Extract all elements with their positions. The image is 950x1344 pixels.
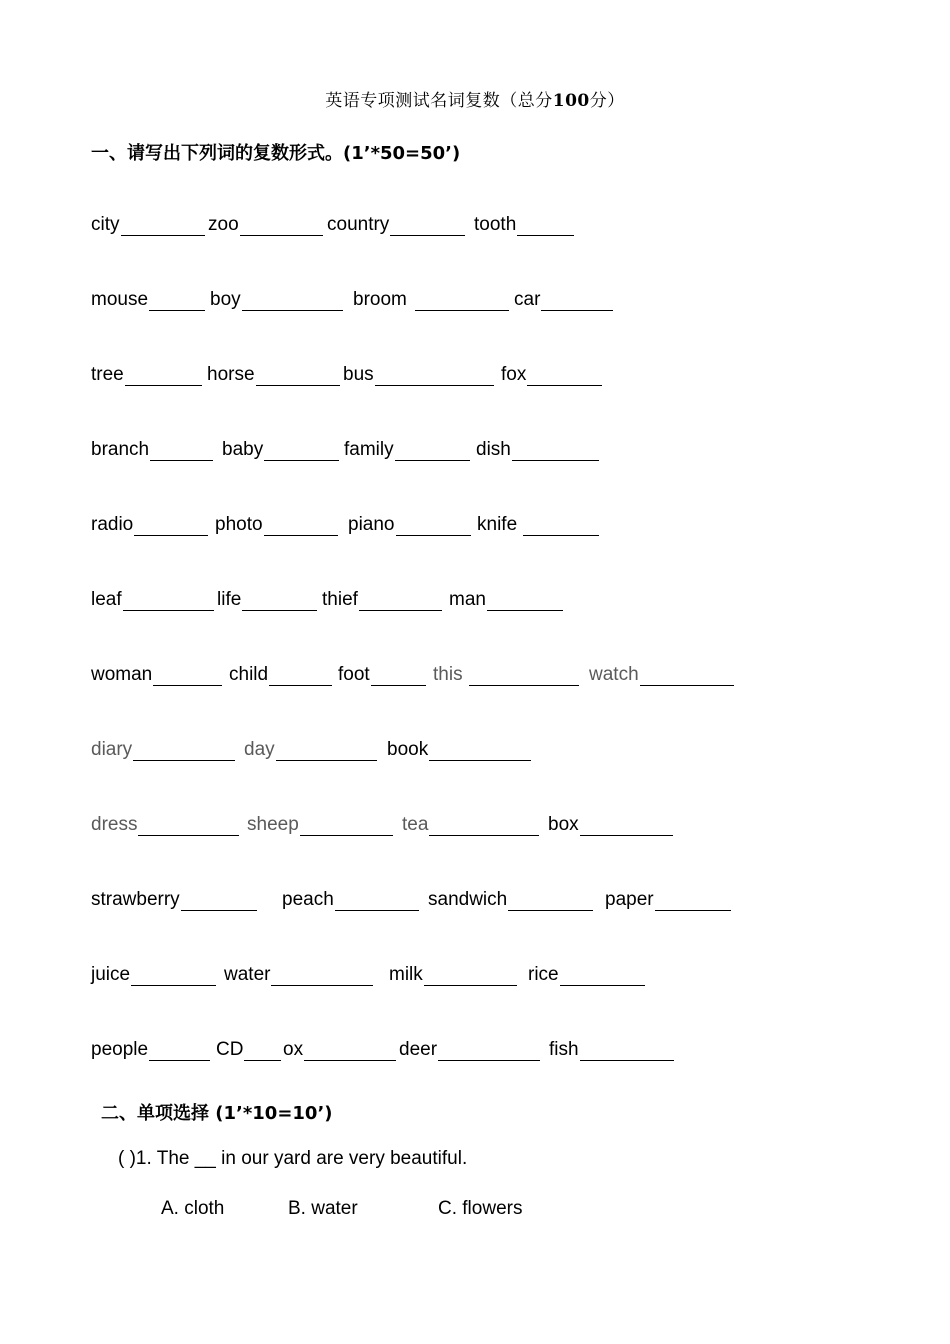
answer-blank[interactable] xyxy=(487,608,563,611)
answer-blank[interactable] xyxy=(256,383,340,386)
word-item xyxy=(548,811,673,839)
answer-blank[interactable] xyxy=(264,533,338,536)
word-item xyxy=(343,361,494,389)
word-label: photo xyxy=(215,514,263,535)
word-item xyxy=(476,436,599,464)
option-a[interactable]: A. cloth xyxy=(161,1198,225,1219)
word-label: zoo xyxy=(208,214,239,235)
word-item xyxy=(589,661,734,689)
word-item xyxy=(91,436,213,464)
word-item xyxy=(474,211,574,239)
word-label: paper xyxy=(605,889,654,910)
word-item xyxy=(229,661,332,689)
answer-blank[interactable] xyxy=(429,833,539,836)
word-item xyxy=(344,436,470,464)
word-item xyxy=(338,661,426,689)
answer-blank[interactable] xyxy=(269,683,332,686)
word-label: city xyxy=(91,214,120,235)
word-item xyxy=(389,961,517,989)
word-item xyxy=(244,736,377,764)
word-label: life xyxy=(217,589,242,610)
answer-blank[interactable] xyxy=(150,458,213,461)
word-label: tree xyxy=(91,364,124,385)
answer-blank[interactable] xyxy=(359,608,442,611)
word-label: diary xyxy=(91,739,133,760)
answer-blank[interactable] xyxy=(335,908,419,911)
answer-blank[interactable] xyxy=(138,833,239,836)
word-item xyxy=(514,286,613,314)
word-item xyxy=(322,586,442,614)
word-item xyxy=(216,1036,281,1064)
word-label: piano xyxy=(348,514,395,535)
answer-blank[interactable] xyxy=(181,908,257,911)
word-item xyxy=(353,286,509,314)
word-label: tooth xyxy=(474,214,517,235)
word-item xyxy=(91,1036,210,1064)
option-c[interactable]: C. flowers xyxy=(438,1198,523,1219)
answer-blank[interactable] xyxy=(560,983,645,986)
word-label: dish xyxy=(476,439,511,460)
word-item xyxy=(387,736,531,764)
word-item xyxy=(402,811,539,839)
word-item xyxy=(449,586,563,614)
word-label: bus xyxy=(343,364,374,385)
word-label: rice xyxy=(528,964,559,985)
word-label: radio xyxy=(91,514,134,535)
word-label: day xyxy=(244,739,275,760)
word-label: this xyxy=(433,664,463,685)
answer-blank[interactable] xyxy=(438,1058,540,1061)
word-item xyxy=(215,511,338,539)
answer-blank[interactable] xyxy=(469,683,579,686)
word-label: branch xyxy=(91,439,150,460)
word-label: baby xyxy=(222,439,264,460)
word-label: milk xyxy=(389,964,423,985)
word-item xyxy=(210,286,343,314)
word-item xyxy=(348,511,471,539)
word-item xyxy=(91,286,205,314)
word-item xyxy=(247,811,393,839)
word-label: tea xyxy=(402,814,429,835)
answer-blank[interactable] xyxy=(304,1058,396,1061)
word-item xyxy=(207,361,340,389)
word-label: foot xyxy=(338,664,370,685)
answer-blank[interactable] xyxy=(429,758,531,761)
word-item xyxy=(605,886,731,914)
section-1-heading: 一、请写出下列词的复数形式。(1’*50=50’) xyxy=(91,143,461,164)
word-item xyxy=(222,436,339,464)
title-suffix: 分） xyxy=(589,91,625,111)
word-item xyxy=(528,961,645,989)
word-item xyxy=(91,961,216,989)
answer-blank[interactable] xyxy=(512,458,599,461)
word-item xyxy=(224,961,373,989)
question-1: ( )1. The __ in our yard are very beautiful. xyxy=(118,1148,468,1169)
answer-blank[interactable] xyxy=(134,533,208,536)
answer-blank[interactable] xyxy=(153,683,222,686)
answer-blank[interactable] xyxy=(242,308,343,311)
answer-blank[interactable] xyxy=(271,983,373,986)
word-label: juice xyxy=(91,964,131,985)
word-label: fish xyxy=(549,1039,579,1060)
word-item xyxy=(91,886,257,914)
page-title xyxy=(0,86,950,111)
word-label: fox xyxy=(501,364,527,385)
option-b[interactable]: B. water xyxy=(288,1198,358,1219)
word-label: dress xyxy=(91,814,138,835)
word-label: strawberry xyxy=(91,889,180,910)
answer-blank[interactable] xyxy=(424,983,517,986)
word-label: box xyxy=(548,814,579,835)
word-label: knife xyxy=(477,514,518,535)
answer-blank[interactable] xyxy=(300,833,393,836)
word-item xyxy=(91,511,208,539)
word-label: woman xyxy=(91,664,153,685)
title-score: 100 xyxy=(552,91,590,111)
word-item xyxy=(327,211,465,239)
answer-blank[interactable] xyxy=(123,608,214,611)
word-item xyxy=(501,361,602,389)
answer-blank[interactable] xyxy=(390,233,465,236)
answer-blank[interactable] xyxy=(371,683,426,686)
word-item xyxy=(283,1036,396,1064)
answer-blank[interactable] xyxy=(276,758,377,761)
answer-blank[interactable] xyxy=(415,308,509,311)
word-label: water xyxy=(224,964,271,985)
answer-blank[interactable] xyxy=(133,758,235,761)
answer-blank[interactable] xyxy=(244,1058,281,1061)
answer-blank[interactable] xyxy=(655,908,731,911)
answer-blank[interactable] xyxy=(580,833,673,836)
word-item xyxy=(91,211,205,239)
word-item xyxy=(433,661,579,689)
word-item xyxy=(91,736,235,764)
answer-blank[interactable] xyxy=(523,533,599,536)
answer-blank[interactable] xyxy=(375,383,494,386)
word-label: peach xyxy=(282,889,334,910)
word-label: man xyxy=(449,589,486,610)
word-label: horse xyxy=(207,364,255,385)
word-label: CD xyxy=(216,1039,244,1060)
word-item xyxy=(208,211,323,239)
word-label: sheep xyxy=(247,814,299,835)
word-item xyxy=(91,361,202,389)
word-label: car xyxy=(514,289,541,310)
answer-blank[interactable] xyxy=(131,983,216,986)
answer-blank[interactable] xyxy=(541,308,613,311)
word-label: thief xyxy=(322,589,358,610)
word-item xyxy=(282,886,419,914)
word-item xyxy=(477,511,599,539)
word-label: people xyxy=(91,1039,149,1060)
word-item xyxy=(549,1036,674,1064)
answer-blank[interactable] xyxy=(580,1058,674,1061)
word-label: mouse xyxy=(91,289,149,310)
answer-blank[interactable] xyxy=(121,233,205,236)
title-prefix: 英语专项测试名词复数（总分 xyxy=(325,91,553,111)
answer-blank[interactable] xyxy=(240,233,323,236)
word-label: boy xyxy=(210,289,241,310)
answer-blank[interactable] xyxy=(517,233,574,236)
answer-blank[interactable] xyxy=(242,608,317,611)
word-label: child xyxy=(229,664,269,685)
word-label: deer xyxy=(399,1039,438,1060)
word-label: ox xyxy=(283,1039,304,1060)
answer-blank[interactable] xyxy=(396,533,471,536)
word-label: country xyxy=(327,214,390,235)
answer-blank[interactable] xyxy=(125,383,202,386)
word-label: book xyxy=(387,739,429,760)
answer-blank[interactable] xyxy=(149,1058,210,1061)
word-item xyxy=(91,661,222,689)
word-label: watch xyxy=(589,664,639,685)
word-item xyxy=(91,811,239,839)
answer-blank[interactable] xyxy=(264,458,339,461)
word-label: sandwich xyxy=(428,889,508,910)
answer-blank[interactable] xyxy=(395,458,470,461)
word-item xyxy=(217,586,317,614)
word-item xyxy=(91,586,214,614)
word-label: family xyxy=(344,439,394,460)
answer-blank[interactable] xyxy=(149,308,205,311)
word-item xyxy=(428,886,593,914)
section-2-heading: 二、单项选择 (1’*10=10’) xyxy=(101,1103,333,1124)
answer-blank[interactable] xyxy=(527,383,602,386)
word-label: leaf xyxy=(91,589,122,610)
answer-blank[interactable] xyxy=(640,683,734,686)
word-label: broom xyxy=(353,289,407,310)
answer-blank[interactable] xyxy=(508,908,593,911)
word-item xyxy=(399,1036,540,1064)
